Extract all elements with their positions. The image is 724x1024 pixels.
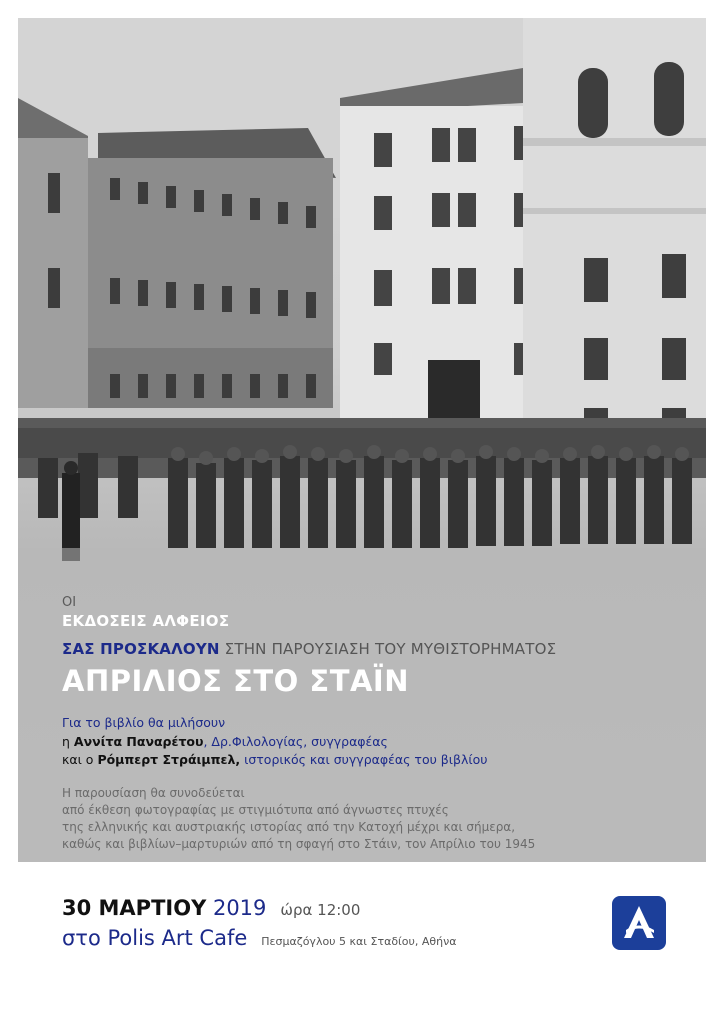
book-title: ΑΠΡΙΛΙΟΣ ΣΤΟ ΣΤΑΪΝ	[62, 664, 409, 698]
speaker-2-role: ιστορικός και συγγραφέας του βιβλίου	[240, 752, 488, 767]
invitation-emphasis: ΣΑΣ ΠΡΟΣΚΑΛΟΥΝ	[62, 640, 220, 658]
description-line: της ελληνικής και αυστριακής ιστορίας από την Κατοχή μέχρι και σήμερα,	[62, 820, 516, 834]
intro-oi: ΟΙ	[62, 595, 77, 610]
event-venue-line	[62, 926, 456, 950]
invitation-rest: ΣΤΗΝ ΠΑΡΟΥΣΙΑΣΗ ΤΟΥ ΜΥΘΙΣΤΟΡΗΜΑΤΟΣ	[219, 640, 557, 658]
speaker-2	[62, 751, 488, 770]
description-line: Η παρουσίαση θα συνοδεύεται	[62, 786, 245, 800]
event-time: ώρα 12:00	[280, 901, 361, 919]
speaker-1-name: Αννίτα Παναρέτου	[73, 733, 204, 749]
event-venue: στο Polis Art Cafe	[62, 926, 248, 950]
alfeios-a-logo-icon	[612, 896, 666, 950]
description-line: από έκθεση φωτογραφίας με στιγμιότυπα από άγνωστες πτυχές	[62, 803, 449, 817]
event-date: 30 ΜΑΡΤΙΟΥ	[62, 896, 207, 920]
event-address: Πεσμαζόγλου 5 και Σταδίου, Αθήνα	[261, 935, 457, 948]
logo-glyph	[612, 896, 666, 950]
speaker-1	[62, 733, 488, 752]
description-line: καθώς και βιβλίων–μαρτυριών από τη σφαγή στο Στάιν, τον Απρίλιο του 1945	[62, 837, 536, 851]
event-date-line	[62, 896, 360, 920]
invitation-line	[62, 640, 556, 658]
speaker-2-name: Ρόμπερτ Στράιμπελ,	[97, 752, 241, 767]
speaker-1-role: , Δρ.Φιλολογίας, συγγραφέας	[203, 733, 388, 749]
speaker-1-prefix: η	[62, 733, 74, 749]
event-year: 2019	[206, 896, 267, 920]
publisher-name: ΕΚΔΟΣΕΙΣ ΑΛΦΕΙΟΣ	[62, 612, 230, 630]
speaker-2-prefix: και ο	[62, 752, 98, 767]
speakers-heading: Για το βιβλίο θα μιλήσουν	[62, 715, 226, 730]
description-block	[62, 785, 535, 853]
speakers-block	[62, 714, 488, 770]
